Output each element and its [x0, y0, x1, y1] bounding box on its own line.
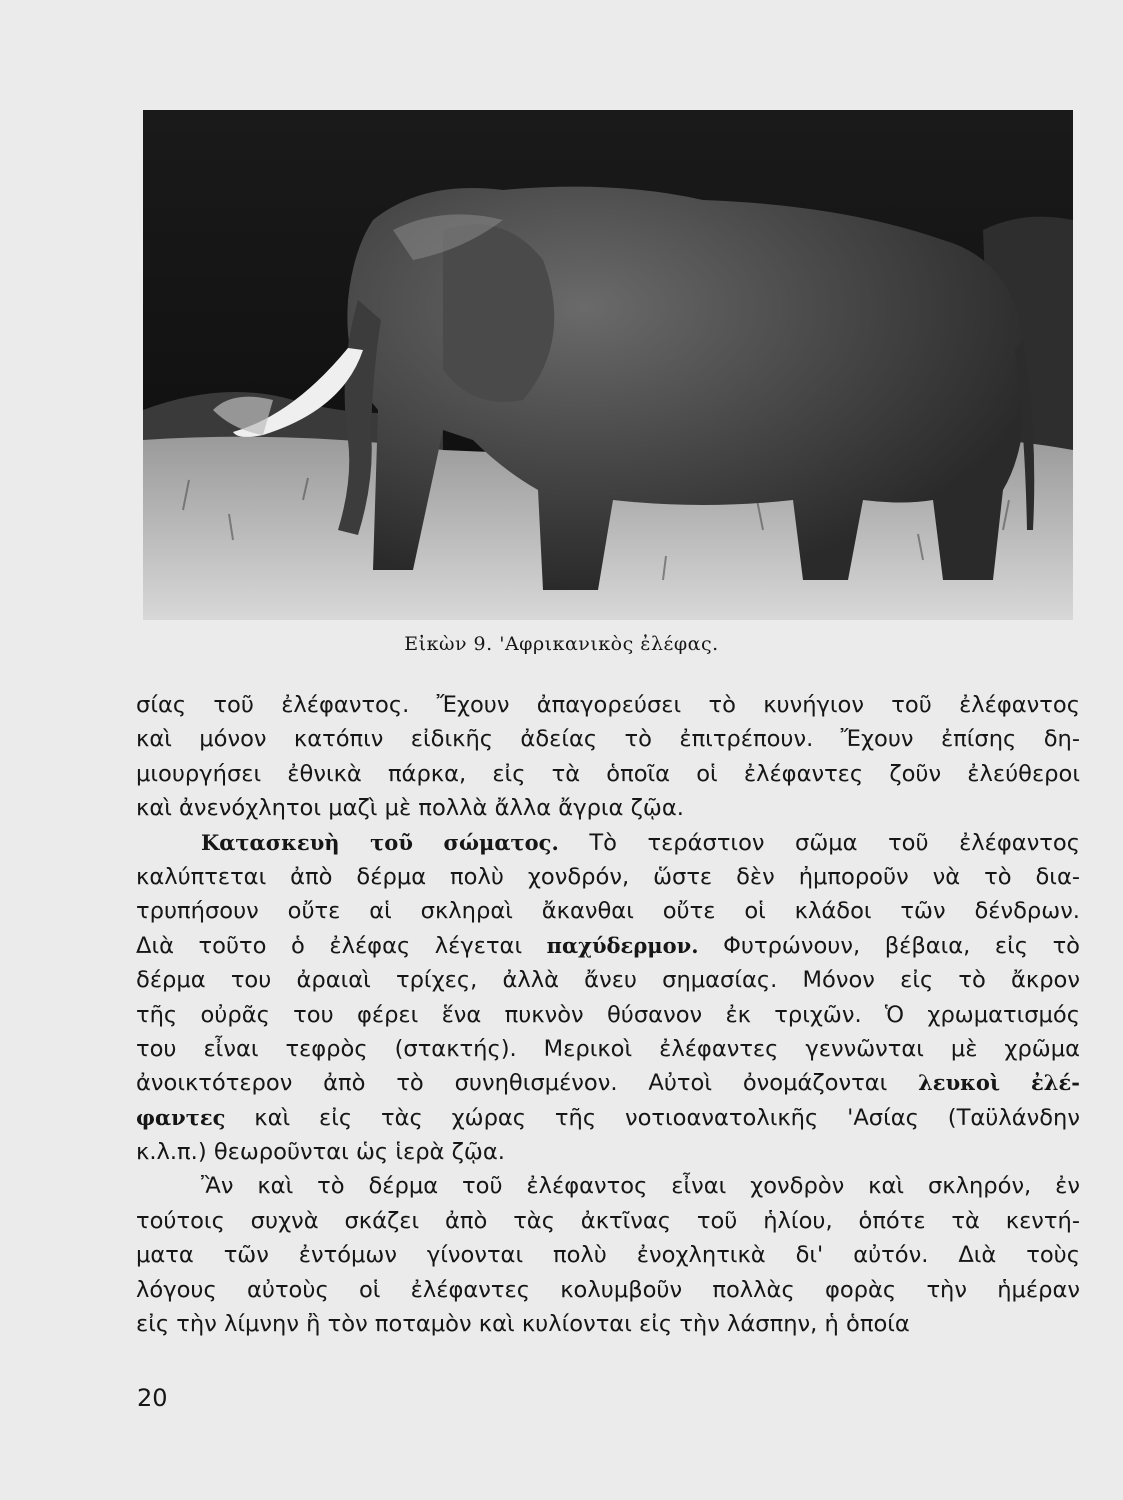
elephant-photo — [143, 110, 1073, 620]
text-segment: ἀνοικτότερον ἀπὸ τὸ συνηθισμένον. Αὐτοὶ ὀνομάζονται — [136, 1070, 919, 1097]
text-segment: μιουργήσει ἐθνικὰ πάρκα, εἰς τὰ ὁποῖα οἱ ἐλέφαντες ζοῦν ἐλεύθεροι — [136, 760, 1080, 787]
text-segment: δέρμα του ἀραιαὶ τρίχες, ἀλλὰ ἄνευ σημασίας. Μόνον εἰς τὸ ἄκρον — [136, 967, 1080, 994]
text-segment: Τὸ τεράστιον σῶμα τοῦ ἐλέφαντος — [558, 829, 1080, 856]
text-line — [136, 1032, 1080, 1066]
paragraph — [136, 826, 1080, 1170]
text-segment: καὶ εἰς τὰς χώρας τῆς νοτιοανατολικῆς 'Ασίας (Ταϋλάνδην — [225, 1104, 1080, 1131]
text-line — [136, 1238, 1080, 1272]
text-segment: καὶ μόνον κατόπιν εἰδικῆς ἀδείας τὸ ἐπιτρέπουν. Ἔχουν ἐπίσης δη- — [136, 726, 1080, 753]
text-line — [136, 929, 1080, 963]
text-line — [136, 1135, 1080, 1169]
text-line — [136, 826, 1080, 860]
text-segment: εἰς τὴν λίμνην ἢ τὸν ποταμὸν καὶ κυλίονται εἰς τὴν λάσπην, ἡ ὁποία — [136, 1311, 910, 1338]
text-line — [136, 963, 1080, 997]
text-segment: ματα τῶν ἐντόμων γίνονται πολὺ ἐνοχλητικὰ δι' αὐτόν. Διὰ τοὺς — [136, 1242, 1080, 1269]
text-segment: κ.λ.π.) θεωροῦνται ὡς ἱερὰ ζῷα. — [136, 1139, 505, 1166]
text-line — [136, 1066, 1080, 1100]
text-line — [136, 1101, 1080, 1135]
text-line — [136, 1307, 1080, 1341]
text-line — [136, 1169, 1080, 1203]
paragraph — [136, 1169, 1080, 1341]
bold-term: φαντες — [136, 1104, 226, 1130]
body-text — [136, 688, 1080, 1341]
text-segment: Φυτρώνουν, βέβαια, εἰς τὸ — [698, 932, 1080, 959]
page-number: 20 — [137, 1384, 168, 1412]
text-segment: τούτοις συχνὰ σκάζει ἀπὸ τὰς ἀκτῖνας τοῦ ἡλίου, ὁπότε τὰ κεντή- — [136, 1207, 1080, 1234]
text-segment: του εἶναι τεφρὸς (στακτής). Μερικοὶ ἐλέφαντες γεννῶνται μὲ χρῶμα — [136, 1035, 1080, 1062]
text-segment: τῆς οὐρᾶς του φέρει ἕνα πυκνὸν θύσανον ἐκ τριχῶν. Ὁ χρωματισμός — [136, 1001, 1080, 1028]
text-segment: σίας τοῦ ἐλέφαντος. Ἔχουν ἀπαγορεύσει τὸ κυνήγιον τοῦ ἐλέφαντος — [136, 692, 1080, 718]
text-line — [136, 860, 1080, 894]
paragraph — [136, 688, 1080, 826]
text-segment: τρυπήσουν οὔτε αἱ σκληραὶ ἄκανθαι οὔτε οἱ κλάδοι τῶν δένδρων. — [136, 898, 1080, 925]
text-line — [136, 688, 1080, 722]
text-line — [136, 757, 1080, 791]
text-line — [136, 894, 1080, 928]
figure-caption: Εἰκὼν 9. 'Αφρικανικὸς ἐλέφας. — [404, 633, 719, 655]
text-line — [136, 1204, 1080, 1238]
text-line — [136, 1273, 1080, 1307]
bold-term: Κατασκευὴ τοῦ σώματος. — [201, 829, 559, 855]
text-segment: λόγους αὐτοὺς οἱ ἐλέφαντες κολυμβοῦν πολλὰς φορὰς τὴν ἡμέραν — [136, 1276, 1080, 1303]
text-segment: Ἂν καὶ τὸ δέρμα τοῦ ἐλέφαντος εἶναι χονδρὸν καὶ σκληρόν, ἐν — [201, 1173, 1080, 1200]
text-line — [136, 998, 1080, 1032]
bold-term: λευκοὶ ἐλέ- — [918, 1070, 1080, 1096]
text-segment: καὶ ἀνενόχλητοι μαζὶ μὲ πολλὰ ἄλλα ἄγρια ζῷα. — [136, 795, 684, 822]
text-segment: καλύπτεται ἀπὸ δέρμα πολὺ χονδρόν, ὥστε δὲν ἠμποροῦν νὰ τὸ δια- — [136, 863, 1080, 890]
text-segment: Διὰ τοῦτο ὁ ἐλέφας λέγεται — [136, 932, 547, 959]
bold-term: παχύδερμον. — [546, 932, 699, 958]
text-line — [136, 791, 1080, 825]
text-line — [136, 722, 1080, 756]
